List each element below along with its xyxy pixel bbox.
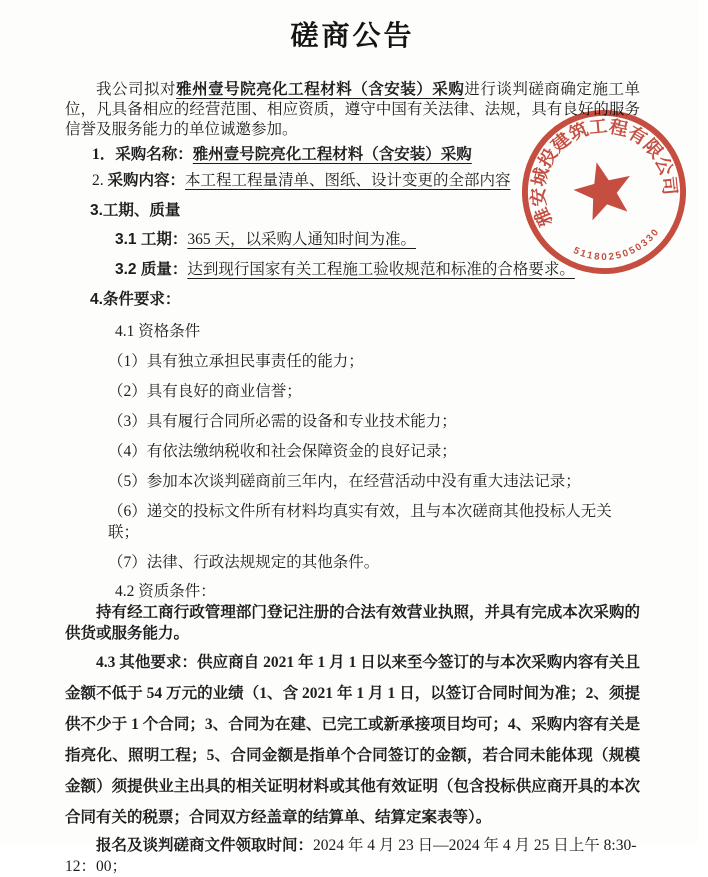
registration-time-value: 2024 年 4 月 23 日—2024 年 4 月 25 日上午 8:30-12：00；	[65, 837, 637, 875]
procurement-name-value: 雅州壹号院亮化工程材料（含安装）采购	[192, 146, 472, 163]
page-title: 磋商公告	[290, 20, 415, 51]
procurement-name-number: 1．	[92, 146, 116, 163]
procurement-name-row	[92, 142, 640, 168]
other-requirements-paragraph: 4.3 其他要求：供应商自 2021 年 1 月 1 日以来至今签订的与本次采购内容有关且金额不低于 54 万元的业绩（1、含 2021 年 1 月 1 日，以签订合同时间为准；2、须提供不少于 1 个合同；3、合同为在建、已完工或新承接项目均可；4、采购内容有关是指亮化、照明工程；5、合同金额是指单个合同签订的金额，若合同未能体现（规模金额）须提供业主出具的相关证明材料或其他有效证明（包含投标供应商开具的本次合同有关的税票；合同双方经盖章的结算单、结算定案表等）。	[65, 654, 640, 826]
section4-heading: 4.条件要求：	[90, 291, 181, 308]
quality-value: 达到现行国家有关工程施工验收规范和标准的合格要求。	[187, 261, 575, 278]
intro-prefix: 我公司拟对	[96, 81, 177, 98]
procurement-content-number: 2.	[92, 172, 108, 189]
registration-time-label: 报名及谈判磋商文件领取时间：	[96, 837, 314, 854]
registration-time-row	[65, 835, 640, 877]
duration-row	[115, 229, 640, 250]
quality-row	[115, 259, 640, 280]
intro-paragraph	[65, 80, 640, 140]
credential-conditions-body: 持有经工商行政管理部门登记注册的合法有效营业执照，并具有完成本次采购的供货或服务能力。	[65, 604, 640, 642]
procurement-name-label: 采购名称：	[115, 146, 193, 163]
procurement-content-value: 本工程工程量清单、图纸、设计变更的全部内容	[185, 172, 511, 189]
seal-number: 5118025050330	[571, 225, 663, 264]
intro-project-name: 雅州壹号院亮化工程材料（含安装）采购	[176, 81, 465, 98]
procurement-content-label: 采购内容：	[107, 172, 186, 189]
duration-value: 365 天，以采购人通知时间为准。	[187, 231, 416, 248]
section3-heading: 3.工期、质量	[90, 202, 181, 219]
qualification-conditions-heading: 4.1 资格条件	[115, 323, 201, 340]
qualification-item-5: （5）参加本次谈判磋商前三年内，在经营活动中没有重大违法记录；	[108, 473, 581, 490]
purchase-items	[92, 142, 640, 194]
qualification-item-6: （6）递交的投标文件所有材料均真实有效，且与本次磋商其他投标人无关联；	[108, 503, 612, 541]
qualification-item-2: （2）具有良好的商业信誉；	[108, 383, 302, 400]
duration-label: 3.1 工期：	[115, 231, 188, 248]
credential-conditions-heading: 4.2 资质条件：	[115, 583, 216, 600]
seal-company-name: 雅安城投建筑工程有限公司	[528, 115, 680, 230]
qualification-item-4: （4）有依法缴纳税收和社会保障资金的良好记录；	[108, 443, 457, 460]
qualification-item-3: （3）具有履行合同所必需的设备和专业技术能力；	[108, 413, 457, 430]
intro-suffix: 进行谈判磋商确定施工单位，凡具备相应的经营范围、相应资质，遵守中国有关法律、法规，具有良好的服务信誉及服务能力的单位诚邀参加。	[65, 81, 640, 138]
qualification-item-7: （7）法律、行政法规规定的其他条件。	[108, 554, 380, 571]
quality-label: 3.2 质量：	[115, 261, 188, 278]
qualification-item-1: （1）具有独立承担民事责任的能力；	[108, 353, 364, 370]
procurement-content-row	[92, 168, 640, 194]
